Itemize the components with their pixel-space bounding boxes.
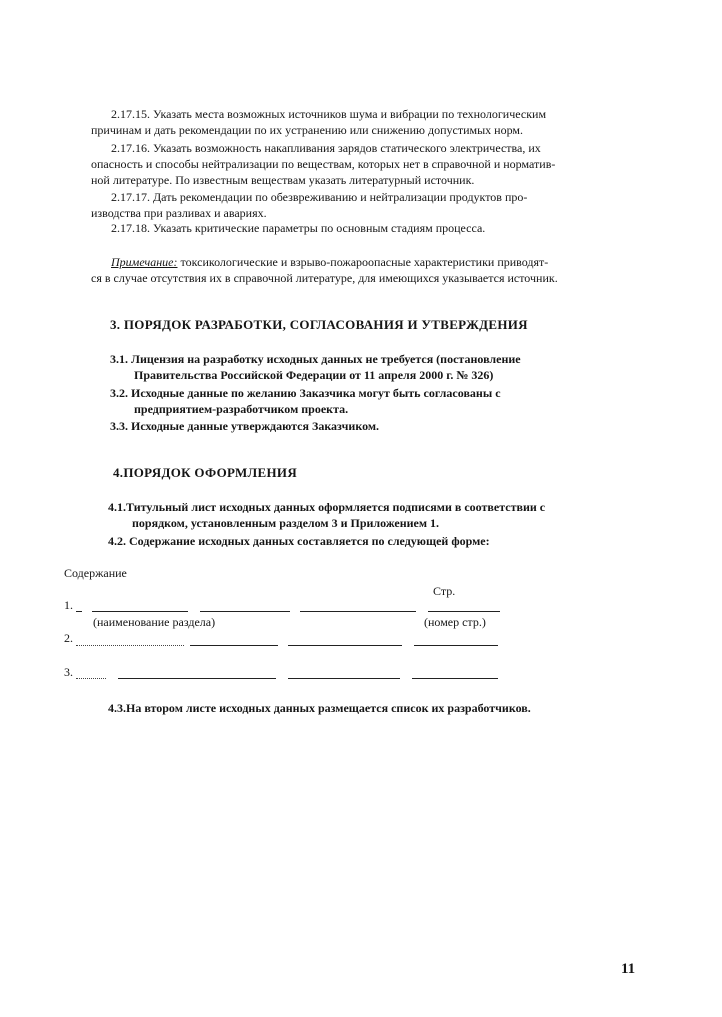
para-2-17-16-line3: ной литературе. По известным веществам указать литературный источник. [91, 173, 475, 187]
para-2-17-15-line1: 2.17.15. Указать места возможных источников шума и вибрации по технологическим [111, 107, 547, 121]
form-row1-rule-4 [428, 611, 500, 612]
form-row2-rule-3 [288, 645, 402, 646]
item-3-2-line1: 3.2. Исходные данные по желанию Заказчика могут быть согласованы с [110, 386, 501, 400]
form-row1-rule-3 [300, 611, 416, 612]
item-4-1-line2: порядком, установленным разделом 3 и Приложением 1. [132, 516, 440, 530]
form-row2-rule-4 [414, 645, 498, 646]
form-page-column-label: Стр. [433, 584, 456, 598]
form-row2-rule-1 [76, 645, 184, 646]
note-text-line1: токсикологические и взрыво-пожароопасные характеристики приводят- [180, 255, 549, 269]
note-label: Примечание: [111, 255, 178, 269]
para-2-17-18: 2.17.18. Указать критические параметры по основным стадиям процесса. [111, 221, 486, 235]
note-line2: ся в случае отсутствия их в справочной литературе, для имеющихся указывается источник. [91, 271, 558, 285]
caption-page-number: (номер стр.) [424, 615, 486, 629]
form-row1-rule-1 [92, 611, 188, 612]
section-3-heading: 3. ПОРЯДОК РАЗРАБОТКИ, СОГЛАСОВАНИЯ И УТВЕРЖДЕНИЯ [110, 317, 528, 332]
item-3-1-line2: Правительства Российской Федерации от 11 апреля 2000 г. № 326) [134, 368, 494, 382]
para-2-17-17-line2: изводства при разливах и авариях. [91, 206, 267, 220]
caption-section-name: (наименование раздела) [93, 615, 216, 629]
form-row3-rule-1 [118, 678, 276, 679]
form-row3-number: 3. [64, 665, 73, 679]
para-2-17-15-line2: причинам и дать рекомендации по их устранению или снижению допустимых норм. [91, 123, 523, 137]
page-number: 11 [621, 961, 636, 977]
form-row3-rule-2 [288, 678, 400, 679]
item-4-1-line1: 4.1.Титульный лист исходных данных оформляется подписями в соответствии с [108, 500, 546, 514]
item-4-3: 4.3.На втором листе исходных данных размещается список их разработчиков. [108, 701, 531, 715]
form-row3-rule-0 [76, 678, 106, 679]
para-2-17-16-line2: опасность и способы нейтрализации по веществам, которых нет в справочной и норматив- [91, 157, 556, 171]
form-row1-number: 1. [64, 598, 73, 612]
item-3-3: 3.3. Исходные данные утверждаются Заказчиком. [110, 419, 380, 433]
item-4-2: 4.2. Содержание исходных данных составляется по следующей форме: [108, 534, 490, 548]
note-line1 [111, 254, 548, 270]
form-row3-rule-3 [412, 678, 498, 679]
form-row1-rule-2 [200, 611, 290, 612]
form-row1-rule-0 [76, 611, 82, 612]
item-3-2-line2: предприятием-разработчиком проекта. [134, 402, 349, 416]
para-2-17-17-line1: 2.17.17. Дать рекомендации по обезвреживанию и нейтрализации продуктов про- [111, 190, 528, 204]
form-row2-number: 2. [64, 631, 73, 645]
form-row2-rule-2 [190, 645, 278, 646]
item-3-1-line1: 3.1. Лицензия на разработку исходных данных не требуется (постановление [110, 352, 521, 366]
section-4-heading: 4.ПОРЯДОК ОФОРМЛЕНИЯ [113, 465, 298, 480]
para-2-17-16-line1: 2.17.16. Указать возможность накапливания зарядов статического электричества, их [111, 141, 541, 155]
form-title: Содержание [64, 566, 127, 580]
